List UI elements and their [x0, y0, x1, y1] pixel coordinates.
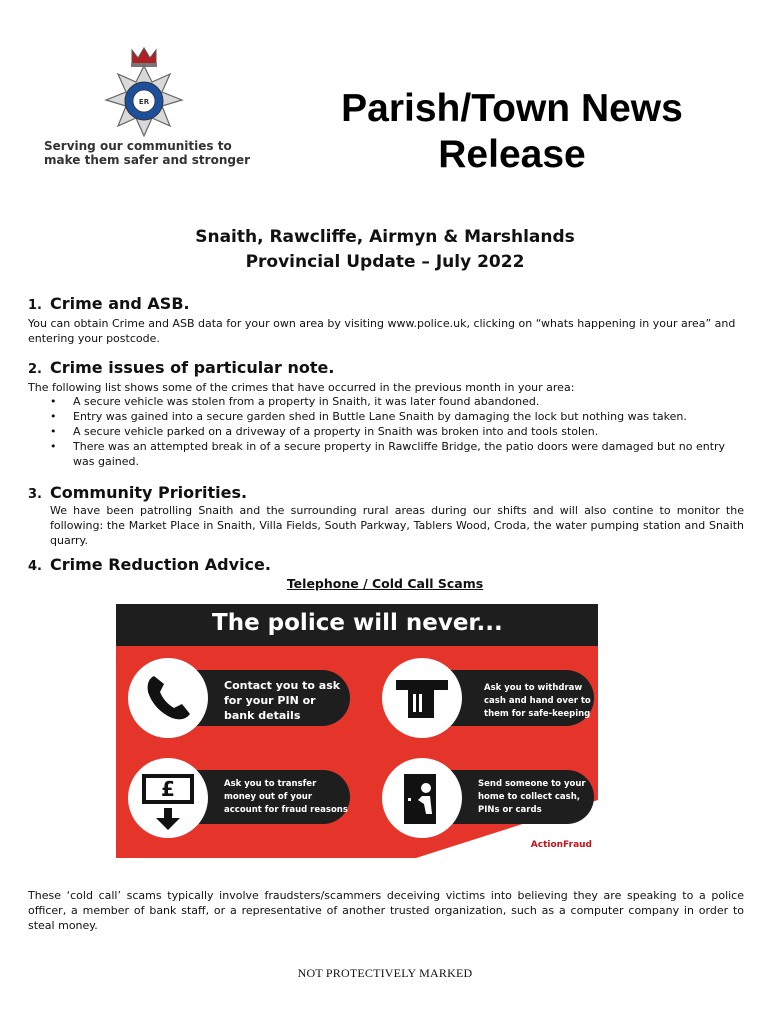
- section-heading-crime-asb: 1. Crime and ASB.: [28, 294, 190, 313]
- section-intro-crime-issues: The following list shows some of the crimes that have occurred in the previous month in your area:: [28, 381, 575, 394]
- section-heading-crime-reduction: 4. Crime Reduction Advice.: [28, 555, 271, 574]
- protective-marking-footer: NOT PROTECTIVELY MARKED: [297, 966, 473, 980]
- svg-text:ER: ER: [138, 98, 150, 106]
- list-item: • There was an attempted break in of a secure property in Rawcliffe Bridge, the patio doors were damaged but no entry was gained.: [28, 439, 738, 469]
- tagline: Serving our communities to make them safer and stronger: [44, 139, 251, 167]
- section-text-community-priorities: We have been patrolling Snaith and the surrounding rural areas during our shifts and will also contine to monitor the following: the Market Place in Snaith, Villa Fields, South Parkway, Tablers Wood, Croda, the water pumping station and Snaith quarry.: [50, 504, 744, 547]
- crime-list: [28, 394, 738, 469]
- closing-paragraph: These ‘cold call’ scams typically involve fraudsters/scammers deceiving victims into believing they are speaking to a police officer, a member of bank staff, or a representative of another trusted organization, such as a computer company in order to steal money.: [28, 889, 744, 932]
- cash-machine-icon: [382, 658, 462, 738]
- list-item: • A secure vehicle parked on a driveway of a property in Snaith was broken into and tools stolen.: [28, 424, 738, 439]
- card-text-transfer: Ask you to transfer money out of your account for fraud reasons: [224, 779, 348, 815]
- scam-subheading: Telephone / Cold Call Scams: [286, 576, 484, 591]
- page-title: Parish/Town News Release: [341, 87, 683, 176]
- card-text-home: Send someone to your home to collect cash, PINs or cards: [478, 779, 586, 815]
- card-text-pin: Contact you to ask for your PIN or bank details: [224, 679, 341, 722]
- section-heading-crime-issues: 2. Crime issues of particular note.: [28, 358, 335, 377]
- phone-icon: [128, 658, 208, 738]
- scam-poster: [116, 604, 598, 858]
- section-text-crime-asb: You can obtain Crime and ASB data for your own area by visiting www.police.uk, clicking on “whats happening in your area” and entering your postcode.: [28, 317, 736, 345]
- poster-header: [116, 604, 598, 646]
- svg-text:£: £: [161, 777, 175, 801]
- area-subtitle: Snaith, Rawcliffe, Airmyn & Marshlands Provincial Update – July 2022: [195, 227, 575, 272]
- door-visitor-icon: [382, 758, 462, 838]
- police-crest-icon: [98, 44, 190, 140]
- card-text-cash: Ask you to withdraw cash and hand over to them for safe-keeping: [484, 683, 591, 719]
- section-heading-community-priorities: 3. Community Priorities.: [28, 483, 248, 502]
- action-fraud-logo: ActionFraud: [530, 840, 592, 850]
- money-transfer-icon: [128, 758, 208, 838]
- poster-headline: The police will never...: [212, 610, 503, 636]
- list-item: • A secure vehicle was stolen from a property in Snaith, it was later found abandoned.: [28, 394, 738, 409]
- list-item: • Entry was gained into a secure garden shed in Buttle Lane Snaith by damaging the lock but nothing was taken.: [28, 409, 738, 424]
